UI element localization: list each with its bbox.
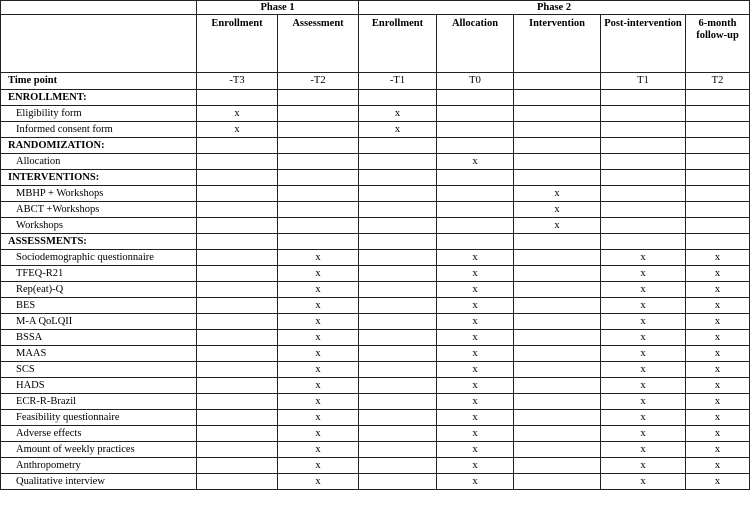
mark-cell: x: [601, 250, 686, 266]
row-label: HADS: [1, 378, 197, 394]
mark-cell: [359, 474, 437, 490]
empty-cell: [437, 90, 514, 106]
mark-cell: x: [359, 106, 437, 122]
mark-cell: x: [686, 442, 750, 458]
mark-cell: x: [278, 266, 359, 282]
mark-cell: [601, 106, 686, 122]
mark-cell: [359, 378, 437, 394]
timepoint-label: Time point: [1, 73, 197, 90]
mark-cell: [359, 202, 437, 218]
empty-cell: [359, 234, 437, 250]
section-title: INTERVENTIONS:: [1, 170, 197, 186]
table-row: [1, 426, 750, 442]
mark-cell: [437, 122, 514, 138]
table-row: [1, 218, 750, 234]
mark-cell: x: [278, 346, 359, 362]
mark-cell: x: [437, 362, 514, 378]
column-header-follow-up: 6-month follow-up: [686, 15, 750, 73]
mark-cell: x: [197, 106, 278, 122]
mark-cell: x: [601, 426, 686, 442]
mark-cell: [278, 186, 359, 202]
mark-cell: [359, 442, 437, 458]
mark-cell: [197, 186, 278, 202]
section-row: [1, 138, 750, 154]
mark-cell: x: [437, 378, 514, 394]
mark-cell: x: [359, 122, 437, 138]
mark-cell: x: [601, 346, 686, 362]
mark-cell: x: [278, 250, 359, 266]
mark-cell: [359, 410, 437, 426]
empty-cell: [197, 138, 278, 154]
mark-cell: [437, 106, 514, 122]
mark-cell: [601, 202, 686, 218]
mark-cell: [197, 202, 278, 218]
header-blank-cell: [1, 15, 197, 73]
timepoint-cell: -T1: [359, 73, 437, 90]
mark-cell: x: [601, 378, 686, 394]
empty-cell: [197, 234, 278, 250]
mark-cell: [437, 218, 514, 234]
mark-cell: [601, 218, 686, 234]
mark-cell: x: [601, 362, 686, 378]
timepoint-cell: T0: [437, 73, 514, 90]
mark-cell: x: [601, 298, 686, 314]
mark-cell: [197, 394, 278, 410]
mark-cell: x: [437, 330, 514, 346]
mark-cell: x: [437, 442, 514, 458]
column-header-enrollment-phase-2: Enrollment: [359, 15, 437, 73]
row-label: TFEQ-R21: [1, 266, 197, 282]
mark-cell: [514, 122, 601, 138]
empty-cell: [197, 90, 278, 106]
empty-cell: [359, 90, 437, 106]
row-label: ECR-R-Brazil: [1, 394, 197, 410]
section-title: ASSESSMENTS:: [1, 234, 197, 250]
mark-cell: x: [686, 426, 750, 442]
mark-cell: [359, 250, 437, 266]
mark-cell: x: [686, 410, 750, 426]
row-label: MAAS: [1, 346, 197, 362]
mark-cell: [197, 362, 278, 378]
table-row: [1, 154, 750, 170]
mark-cell: x: [437, 410, 514, 426]
corner-cell: [1, 1, 197, 15]
empty-cell: [278, 90, 359, 106]
mark-cell: x: [686, 346, 750, 362]
table-row: [1, 378, 750, 394]
empty-cell: [437, 170, 514, 186]
phase-1-header: Phase 1: [197, 1, 359, 15]
mark-cell: [359, 186, 437, 202]
mark-cell: [359, 458, 437, 474]
table-row: [1, 474, 750, 490]
mark-cell: x: [437, 250, 514, 266]
empty-cell: [197, 170, 278, 186]
empty-cell: [601, 138, 686, 154]
mark-cell: x: [437, 474, 514, 490]
mark-cell: x: [278, 282, 359, 298]
table-row: [1, 266, 750, 282]
mark-cell: [197, 282, 278, 298]
row-label: Feasibility questionnaire: [1, 410, 197, 426]
mark-cell: [601, 122, 686, 138]
mark-cell: x: [437, 266, 514, 282]
mark-cell: [359, 426, 437, 442]
mark-cell: [514, 154, 601, 170]
mark-cell: [197, 330, 278, 346]
mark-cell: [359, 346, 437, 362]
row-label: Amount of weekly practices: [1, 442, 197, 458]
mark-cell: [359, 362, 437, 378]
mark-cell: [197, 410, 278, 426]
mark-cell: x: [601, 442, 686, 458]
mark-cell: x: [437, 154, 514, 170]
mark-cell: x: [278, 314, 359, 330]
row-label: Adverse effects: [1, 426, 197, 442]
mark-cell: [514, 474, 601, 490]
row-label: MBHP + Workshops: [1, 186, 197, 202]
empty-cell: [514, 170, 601, 186]
mark-cell: x: [437, 394, 514, 410]
column-header-allocation: Allocation: [437, 15, 514, 73]
mark-cell: x: [437, 458, 514, 474]
mark-cell: x: [278, 410, 359, 426]
mark-cell: [514, 250, 601, 266]
table-row: [1, 394, 750, 410]
mark-cell: x: [601, 314, 686, 330]
column-header-post-intervention: Post-intervention: [601, 15, 686, 73]
mark-cell: [514, 266, 601, 282]
timepoint-cell: T2: [686, 73, 750, 90]
table-row: [1, 362, 750, 378]
empty-cell: [359, 170, 437, 186]
empty-cell: [686, 138, 750, 154]
column-header-assessment: Assessment: [278, 15, 359, 73]
table-row: [1, 330, 750, 346]
mark-cell: [197, 426, 278, 442]
table-row: [1, 314, 750, 330]
mark-cell: x: [278, 330, 359, 346]
mark-cell: x: [278, 298, 359, 314]
empty-cell: [278, 234, 359, 250]
mark-cell: [359, 394, 437, 410]
empty-cell: [686, 90, 750, 106]
row-label: BES: [1, 298, 197, 314]
mark-cell: x: [686, 378, 750, 394]
phase-header-row: [1, 1, 750, 15]
mark-cell: x: [601, 474, 686, 490]
mark-cell: x: [514, 186, 601, 202]
mark-cell: [359, 298, 437, 314]
mark-cell: [514, 330, 601, 346]
mark-cell: [278, 154, 359, 170]
mark-cell: x: [437, 298, 514, 314]
mark-cell: [359, 282, 437, 298]
row-label: Sociodemographic questionnaire: [1, 250, 197, 266]
empty-cell: [514, 138, 601, 154]
row-label: Eligibility form: [1, 106, 197, 122]
mark-cell: x: [601, 330, 686, 346]
empty-cell: [514, 234, 601, 250]
empty-cell: [686, 234, 750, 250]
table-row: [1, 122, 750, 138]
table-row: [1, 106, 750, 122]
mark-cell: [514, 394, 601, 410]
mark-cell: [514, 282, 601, 298]
column-header-enrollment-phase-1: Enrollment: [197, 15, 278, 73]
mark-cell: x: [601, 410, 686, 426]
section-title: ENROLLMENT:: [1, 90, 197, 106]
table-row: [1, 202, 750, 218]
row-label: Anthropometry: [1, 458, 197, 474]
mark-cell: [686, 202, 750, 218]
mark-cell: [514, 458, 601, 474]
section-row: [1, 234, 750, 250]
table-row: [1, 250, 750, 266]
mark-cell: [359, 330, 437, 346]
mark-cell: x: [686, 314, 750, 330]
mark-cell: x: [601, 282, 686, 298]
mark-cell: [686, 106, 750, 122]
mark-cell: [359, 266, 437, 282]
section-row: [1, 170, 750, 186]
empty-cell: [686, 170, 750, 186]
mark-cell: [197, 474, 278, 490]
row-label: M-A QoLQII: [1, 314, 197, 330]
table-row: [1, 298, 750, 314]
empty-cell: [359, 138, 437, 154]
mark-cell: [359, 154, 437, 170]
row-label: Rep(eat)-Q: [1, 282, 197, 298]
row-label: SCS: [1, 362, 197, 378]
mark-cell: [437, 186, 514, 202]
row-label: Informed consent form: [1, 122, 197, 138]
mark-cell: x: [278, 394, 359, 410]
mark-cell: [601, 186, 686, 202]
empty-cell: [601, 170, 686, 186]
mark-cell: x: [601, 394, 686, 410]
column-header-intervention: Intervention: [514, 15, 601, 73]
mark-cell: x: [278, 458, 359, 474]
row-label: Workshops: [1, 218, 197, 234]
mark-cell: x: [686, 282, 750, 298]
empty-cell: [278, 138, 359, 154]
empty-cell: [437, 138, 514, 154]
mark-cell: x: [601, 266, 686, 282]
mark-cell: x: [278, 378, 359, 394]
timepoint-cell: [514, 73, 601, 90]
column-header-row: [1, 15, 750, 73]
row-label: ABCT +Workshops: [1, 202, 197, 218]
mark-cell: [197, 314, 278, 330]
table-row: [1, 410, 750, 426]
section-row: [1, 90, 750, 106]
mark-cell: [514, 426, 601, 442]
mark-cell: [514, 362, 601, 378]
mark-cell: [278, 122, 359, 138]
mark-cell: x: [437, 314, 514, 330]
mark-cell: [359, 314, 437, 330]
table-row: [1, 346, 750, 362]
mark-cell: x: [686, 298, 750, 314]
table-row: [1, 282, 750, 298]
mark-cell: [514, 410, 601, 426]
mark-cell: [197, 250, 278, 266]
timepoint-cell: -T2: [278, 73, 359, 90]
mark-cell: x: [686, 250, 750, 266]
mark-cell: x: [437, 426, 514, 442]
mark-cell: x: [514, 202, 601, 218]
mark-cell: x: [278, 474, 359, 490]
mark-cell: x: [197, 122, 278, 138]
mark-cell: x: [686, 394, 750, 410]
mark-cell: x: [514, 218, 601, 234]
timepoint-cell: T1: [601, 73, 686, 90]
mark-cell: x: [278, 426, 359, 442]
row-label: Allocation: [1, 154, 197, 170]
mark-cell: [197, 378, 278, 394]
mark-cell: [601, 154, 686, 170]
mark-cell: x: [601, 458, 686, 474]
mark-cell: [686, 186, 750, 202]
empty-cell: [601, 90, 686, 106]
mark-cell: [197, 346, 278, 362]
mark-cell: [514, 442, 601, 458]
mark-cell: x: [686, 330, 750, 346]
mark-cell: [197, 458, 278, 474]
mark-cell: [359, 218, 437, 234]
table-row: [1, 458, 750, 474]
mark-cell: [686, 154, 750, 170]
phase-2-header: Phase 2: [359, 1, 750, 15]
mark-cell: [278, 106, 359, 122]
mark-cell: [686, 122, 750, 138]
mark-cell: x: [686, 474, 750, 490]
mark-cell: [514, 106, 601, 122]
mark-cell: [197, 154, 278, 170]
empty-cell: [514, 90, 601, 106]
mark-cell: [686, 218, 750, 234]
mark-cell: x: [686, 362, 750, 378]
mark-cell: [514, 298, 601, 314]
mark-cell: [197, 298, 278, 314]
mark-cell: [278, 202, 359, 218]
empty-cell: [601, 234, 686, 250]
mark-cell: [437, 202, 514, 218]
mark-cell: x: [278, 362, 359, 378]
mark-cell: x: [437, 282, 514, 298]
mark-cell: x: [278, 442, 359, 458]
section-title: RANDOMIZATION:: [1, 138, 197, 154]
empty-cell: [278, 170, 359, 186]
empty-cell: [437, 234, 514, 250]
mark-cell: x: [437, 346, 514, 362]
mark-cell: x: [686, 458, 750, 474]
mark-cell: [197, 266, 278, 282]
mark-cell: [197, 442, 278, 458]
mark-cell: [514, 346, 601, 362]
timepoint-cell: -T3: [197, 73, 278, 90]
timepoint-row: [1, 73, 750, 90]
mark-cell: x: [686, 266, 750, 282]
mark-cell: [514, 378, 601, 394]
row-label: Qualitative interview: [1, 474, 197, 490]
table-row: [1, 186, 750, 202]
table-row: [1, 442, 750, 458]
mark-cell: [197, 218, 278, 234]
mark-cell: [278, 218, 359, 234]
mark-cell: [514, 314, 601, 330]
row-label: BSSA: [1, 330, 197, 346]
